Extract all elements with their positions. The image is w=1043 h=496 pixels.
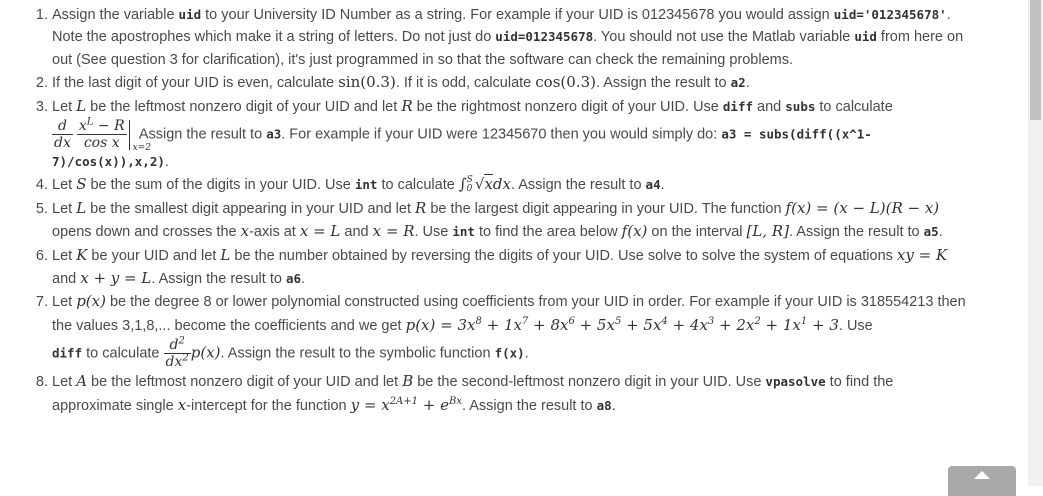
math-sin: sin(0.3) — [338, 73, 396, 92]
math-equation-2: x + y = L — [80, 269, 152, 288]
poly-term: + $8x^6$ — [528, 315, 575, 334]
math-function-y: $y = x^{2A+1} + e^{Bx}$ — [350, 395, 462, 414]
math-cos: cos(0.3) — [535, 73, 596, 92]
code-subs: subs — [785, 98, 816, 114]
code-a8: a8 — [596, 397, 612, 413]
math-polynomial: $p(x) = 3x^8 + 1x^7 + 8x^6 + 5x^5 + 5x^4 + 4x^3 + 2x^2 + 1x^1 + 3$ — [405, 315, 839, 334]
code-uid: uid — [178, 7, 202, 22]
problem-4: 4. Let S be the sum of the digits in your UID. Use int to calculate ∫ S 0 √xdx. Assign the result to a4. — [52, 173, 968, 196]
code-a3: a3 — [266, 126, 282, 142]
code-fx: f(x) — [494, 345, 525, 361]
code-a2: a2 — [730, 75, 746, 91]
code-int: int — [354, 177, 378, 193]
code-int: int — [452, 224, 475, 240]
problem-3: 3. Let L be the leftmost nonzero digit of your UID and let R be the rightmost nonzero digit of your UID. Use diff and subs to calculate $\frac{d}{dx}$ $\frac{x^L - R}{\text{cos x}}$ x=2 Assign the result to a3. For example if your UID were 12345670 then you would simply do: a3 = subs(diff((x^1-7)/cos(x)),x,2). — [52, 95, 968, 174]
math-L: L — [76, 96, 87, 115]
code-a6: a6 — [285, 271, 302, 287]
math-S: S — [76, 175, 87, 194]
poly-term: + $5x^5$ — [574, 315, 622, 334]
math-fraction: $\frac{x^L - R}{\text{cos x}}$ — [78, 116, 125, 152]
problem-5: 5. Let L be the smallest digit appearing in your UID and let R be the largest digit appearing in your UID. The function f(x) = (x − L)(R − x) opens down and crosses the x-axis at x = L and x = R. Use int to find the area below f(x) on the interval [L, R]. Assign the result to a5. — [52, 197, 968, 244]
problem-7: 7. Let p(x) be the degree 8 or lower polynomial constructed using coefficients from your UID in order. For example if your UID is 318554213 then the values 3,1,8,... become the coefficients and we get $p(x) = 3x^8 + 1x^7 + 8x^6 + 5x^5 + 5x^4 + 4x^3 + 2x^2 + 1x^1 + 3$. Use diff to calculate $\frac{d^2}{dx^2}$ p(x). Assign the result to the symbolic function f(x). — [52, 290, 968, 370]
scrollbar-thumb[interactable] — [1030, 0, 1041, 120]
poly-term: $3x^8$ — [457, 315, 482, 334]
problem-8: 8. Let A be the leftmost nonzero digit of your UID and let B be the second-leftmost nonzero digit in your UID. Use vpasolve to find the approximate single x-intercept for the function $y = x^{2A+1} + e^{Bx}$. Assign the result to a8. — [52, 370, 968, 417]
code-a5: a5 — [923, 224, 939, 240]
math-eval-bar: x=2 — [129, 120, 130, 150]
back-to-top-button[interactable] — [948, 466, 1016, 496]
math-integral: ∫ S 0 √xdx — [458, 175, 511, 195]
problem-6: 6. Let K be your UID and let L be the number obtained by reversing the digits of your UID. Use solve to solve the system of equations xy = K and x + y = L. Assign the result to a6. — [52, 244, 968, 291]
problem-1: 1. Assign the variable uid to your University ID Number as a string. For example if your UID is 012345678 you would assign uid='012345678'. Note the apostrophes which make it a string of letters. Do not just do uid=012345678. You should not use the Matlab variable uid from here on out (See question 3 for clarification), it's just programmed in so that the software can check the remaining problems. — [52, 4, 968, 71]
problem-2: 2. If the last digit of your UID is even, calculate sin(0.3). If it is odd, calculate cos(0.3). Assign the result to a2. — [52, 71, 968, 94]
code-example-a3: a3 = subs(diff((x^1-7)/cos(x)),x,2) — [52, 126, 872, 170]
poly-term: + $1x^7$ — [481, 315, 529, 334]
code-uid: uid — [854, 29, 877, 45]
vertical-scrollbar[interactable] — [1028, 0, 1043, 486]
chevron-up-icon — [974, 471, 990, 479]
math-function-f: f(x) = (x − L)(R − x) — [785, 198, 940, 217]
code-uid-number: uid=012345678 — [495, 29, 594, 45]
math-R: R — [401, 96, 413, 115]
code-a4: a4 — [645, 177, 661, 193]
code-diff: diff — [52, 345, 83, 361]
poly-term: + $2x^2$ — [714, 315, 761, 334]
code-diff: diff — [722, 98, 754, 114]
poly-term: + $1x^1$ — [760, 315, 808, 334]
math-second-derivative: $\frac{d^2}{dx^2}$ — [165, 335, 189, 371]
math-derivative-operator: $\frac{d}{dx}$ — [54, 118, 71, 152]
math-equation-1: xy = K — [896, 245, 948, 264]
poly-term: + $5x^4$ — [621, 315, 668, 334]
poly-term: + $4x^3$ — [667, 315, 715, 334]
code-uid-assign: uid='012345678' — [833, 7, 947, 22]
math-interval: [L, R] — [746, 222, 790, 241]
code-vpasolve: vpasolve — [765, 374, 826, 390]
